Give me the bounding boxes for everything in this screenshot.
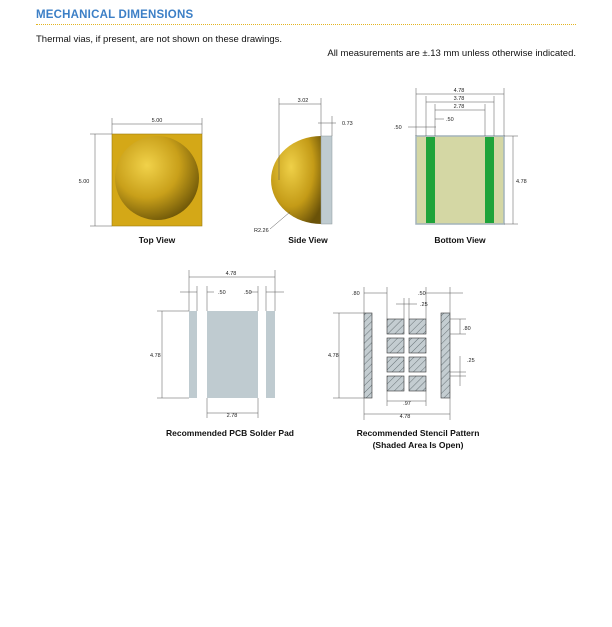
stencil-dim-height: 4.78 — [328, 353, 339, 359]
stencil-dim-top-gap: .50 — [418, 291, 426, 297]
pcb-pad-center — [207, 311, 258, 398]
stencil-caption-line1: Recommended Stencil Pattern — [356, 428, 480, 438]
bottom-dim-pad: .50 — [394, 125, 402, 131]
stencil-aperture — [409, 319, 426, 334]
side-radius-leader — [270, 212, 290, 229]
top-view-dome — [115, 136, 199, 220]
top-view — [79, 118, 202, 245]
top-dim-width: 5.00 — [151, 118, 163, 124]
stencil-dim-center: .97 — [403, 401, 411, 407]
pcb-pad-right — [266, 311, 275, 398]
section-title: MECHANICAL DIMENSIONS — [36, 9, 194, 21]
stencil-aperture — [387, 319, 404, 334]
bottom-dim-height: 4.78 — [516, 179, 527, 185]
bottom-view-pad-left — [426, 137, 435, 223]
stencil-dim-overall: 4.78 — [399, 414, 411, 420]
stencil-aperture — [387, 357, 404, 372]
bottom-dim-d1: 3.78 — [453, 96, 465, 102]
side-dim-radius: R2.26 — [254, 228, 269, 234]
stencil-caption-line2: (Shaded Area Is Open) — [372, 440, 464, 450]
pcb-dim-center: 2.78 — [226, 413, 238, 419]
pcb-caption: Recommended PCB Solder Pad — [165, 428, 295, 438]
stencil-dim-row-pitch: .80 — [463, 326, 471, 332]
pcb-solder-pad-view — [150, 270, 294, 438]
pcb-dim-left-gap: .50 — [218, 290, 226, 296]
side-view-dome — [271, 136, 321, 224]
stencil-pattern-view — [328, 287, 479, 450]
bottom-view-pad-right — [485, 137, 494, 223]
bottom-dim-d2: 2.78 — [453, 104, 465, 110]
side-dim-base: 0.73 — [342, 121, 353, 127]
tolerance-note: All measurements are ±.13 mm unless otherwise indicated. — [327, 48, 576, 59]
stencil-dim-left-pad: .80 — [352, 291, 360, 297]
stencil-aperture — [409, 376, 426, 391]
side-view-base — [321, 136, 332, 224]
pcb-pad-left — [189, 311, 197, 398]
bottom-dim-overall: 4.78 — [453, 88, 465, 94]
pcb-dim-height: 4.78 — [150, 353, 161, 359]
side-view — [254, 98, 353, 245]
bottom-view — [394, 88, 527, 245]
side-view-caption: Side View — [288, 235, 328, 245]
stencil-dim-hole: .25 — [420, 302, 428, 308]
side-dim-dome-width: 3.02 — [297, 98, 309, 104]
pcb-dim-overall: 4.78 — [225, 271, 237, 277]
bottom-view-caption: Bottom View — [434, 235, 486, 245]
pcb-dim-right-gap: .50 — [244, 290, 252, 296]
top-view-caption: Top View — [138, 235, 176, 245]
stencil-dim-row-gap: .25 — [467, 358, 475, 364]
stencil-aperture — [409, 357, 426, 372]
top-dim-height: 5.00 — [78, 179, 90, 185]
stencil-aperture — [387, 338, 404, 353]
stencil-pad-right — [441, 313, 450, 398]
stencil-pad-left — [364, 313, 372, 398]
stencil-aperture — [409, 338, 426, 353]
bottom-dim-d3: .50 — [446, 117, 454, 123]
thermal-vias-note: Thermal vias, if present, are not shown on these drawings. — [36, 34, 283, 45]
stencil-aperture — [387, 376, 404, 391]
